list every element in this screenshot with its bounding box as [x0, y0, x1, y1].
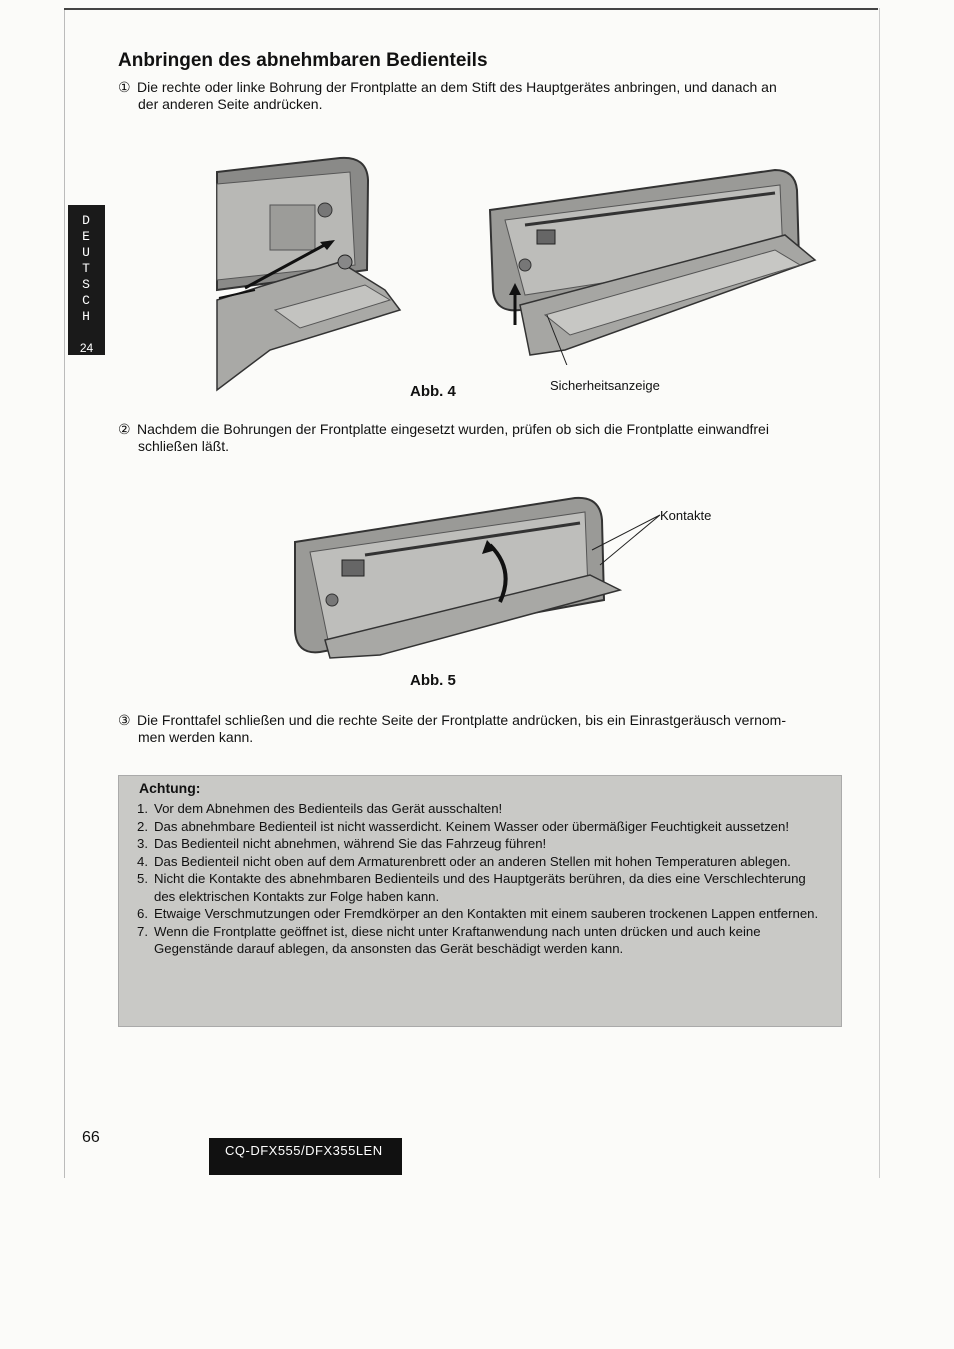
step-3: ③ Die Fronttafel schließen und die rechte Seite der Frontplatte andrücken, bis ein Einrastgeräusch vernom- men werden kann.	[118, 712, 787, 745]
figure-4-caption: Abb. 4	[410, 383, 456, 400]
warning-item: 6. Etwaige Verschmutzungen oder Fremdkörper an den Kontakten mit einem sauberen trockenen Lappen entfernen.	[137, 906, 819, 921]
figure-5-pointer-lines	[590, 510, 665, 570]
figure-5-illustration	[290, 490, 635, 665]
top-rule	[64, 8, 878, 10]
page-title: Anbringen des abnehmbaren Bedienteils	[118, 50, 488, 71]
warning-list	[137, 800, 823, 958]
page-number: 66	[82, 1129, 100, 1146]
language-tab	[68, 205, 105, 355]
warning-item: 7. Wenn die Frontplatte geöffnet ist, diese nicht unter Kraftanwendung nach unten drücken und auch keine Gegenstände darauf ablegen, da ansonsten das Gerät beschädigt werden kann.	[137, 923, 761, 956]
warning-item: 2. Das abnehmbare Bedienteil ist nicht wasserdicht. Keinem Wasser oder übermäßiger Feuchtigkeit aussetzen!	[137, 818, 790, 834]
warning-item: 3. Das Bedienteil nicht abnehmen, während Sie das Fahrzeug führen!	[137, 836, 547, 851]
figure-5-label-contacts: Kontakte	[660, 508, 712, 523]
model-label: CQ-DFX555/DFX355LEN	[209, 1138, 402, 1175]
warning-title: Achtung:	[139, 780, 201, 796]
language-tab-number: 24	[79, 341, 94, 355]
warning-box	[118, 775, 842, 1027]
warning-item: 5. Nicht die Kontakte des abnehmbaren Bedienteils und des Hauptgeräts berühren, da dies eine Verschlechterung des elektrischen Kontakts zur Folge haben kann.	[137, 871, 806, 904]
figure-4-right-illustration	[485, 165, 825, 365]
language-tab-letters: D E U T S C H	[82, 213, 91, 324]
figure-5-caption: Abb. 5	[410, 672, 456, 689]
warning-item: 4. Das Bedienteil nicht oben auf dem Armaturenbrett oder an anderen Stellen mit hohen Temperaturen ablegen.	[137, 853, 791, 869]
figure-4-left-illustration	[215, 150, 410, 395]
warning-item: 1. Vor dem Abnehmen des Bedienteils das Gerät ausschalten!	[137, 801, 503, 816]
figure-4-label-safety-indicator: Sicherheitsanzeige	[550, 378, 660, 393]
step-1: ① Die rechte oder linke Bohrung der Frontplatte an dem Stift des Hauptgerätes anbringen, und danach an der anderen Seite andrücken.	[118, 79, 777, 112]
step-2: ② Nachdem die Bohrungen der Frontplatte eingesetzt wurden, prüfen ob sich die Frontplatte einwandfrei schließen läßt.	[118, 421, 769, 454]
